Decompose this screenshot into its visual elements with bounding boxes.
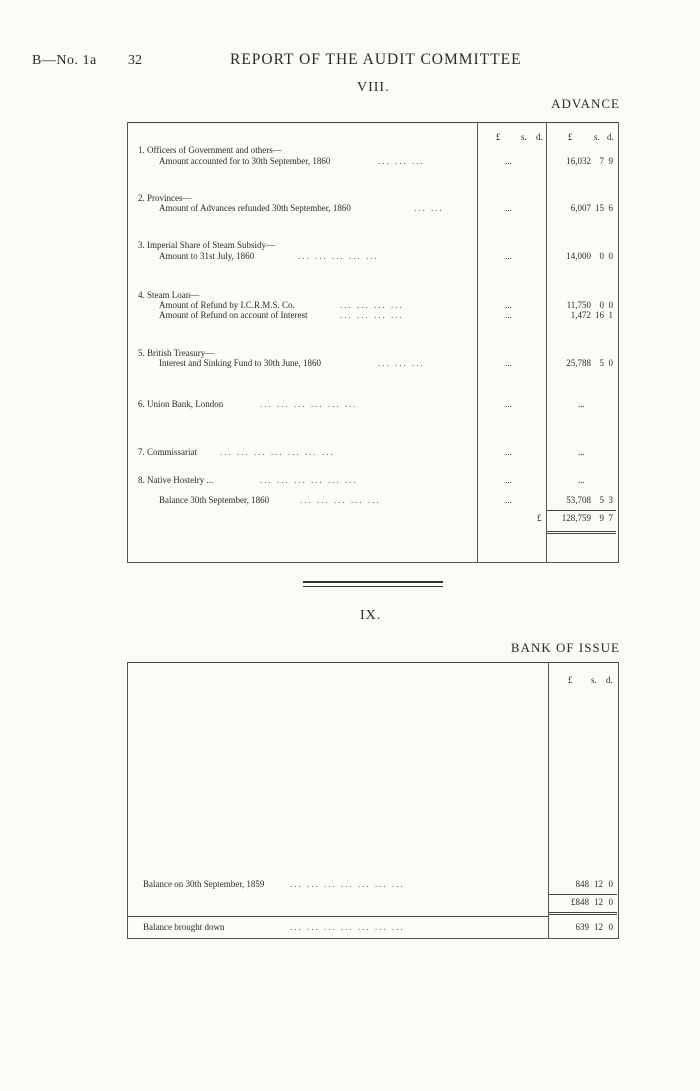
brought-down-text: Balance brought down — [143, 922, 225, 932]
amount-pounds: 1,472 — [570, 310, 591, 320]
item-heading: 5. British Treasury— — [138, 348, 215, 358]
report-title: REPORT OF THE AUDIT COMMITTEE — [230, 51, 522, 68]
amount-pence: 0 — [608, 879, 613, 889]
right-column-dots: ... — [578, 399, 585, 409]
amount-shillings: 12 — [594, 879, 603, 889]
document-reference: B—No. 1a — [32, 53, 97, 68]
item-text: Amount of Refund by I.C.R.M.S. Co. — [159, 300, 295, 310]
col-head-pounds: £ — [568, 132, 573, 142]
leader-dots: ... ... ... ... ... ... ... — [220, 447, 335, 457]
item-heading: 6. Union Bank, London — [138, 399, 224, 409]
row-rule — [127, 916, 549, 917]
item-heading: 8. Native Hostelry ... — [138, 475, 214, 485]
column-divider — [477, 122, 478, 562]
amount-shillings: 5 — [599, 358, 604, 368]
amount-pence: 9 — [608, 156, 613, 166]
amount-pence: 0 — [608, 251, 613, 261]
total-shillings: 12 — [594, 897, 603, 907]
mid-column-dots: ... — [505, 156, 512, 166]
bank-of-issue-table — [127, 662, 619, 939]
total-pence: 7 — [608, 513, 613, 523]
col-head-shillings: s. — [591, 675, 597, 685]
col-head-pence: d. — [606, 675, 613, 685]
leader-dots: ... ... ... ... ... — [298, 251, 379, 261]
page-number: 32 — [128, 53, 142, 68]
leader-dots: ... ... ... ... — [340, 300, 404, 310]
col-head-pounds: £ — [496, 132, 501, 142]
amount-pounds: 11,750 — [566, 300, 591, 310]
mid-column-dots: ... — [505, 475, 512, 485]
mid-column-dots: ... — [505, 358, 512, 368]
amount-pence: 6 — [608, 203, 613, 213]
item-text: Amount accounted for to 30th September, 1860 — [159, 156, 331, 166]
item-heading: 4. Steam Loan— — [138, 290, 200, 300]
item-text: Amount of Advances refunded 30th September, 1860 — [159, 203, 351, 213]
leader-dots: ... ... ... ... — [340, 310, 404, 320]
item-text: Amount to 31st July, 1860 — [159, 251, 255, 261]
section-separator — [303, 581, 443, 587]
amount-shillings: 0 — [599, 251, 604, 261]
amount-shillings: 12 — [594, 922, 603, 932]
leader-dots: ... ... ... ... ... ... — [260, 399, 358, 409]
right-column-dots: ... — [578, 447, 585, 457]
amount-pounds: 14,000 — [566, 251, 591, 261]
amount-shillings: 5 — [599, 495, 604, 505]
amount-pence: 1 — [608, 310, 613, 320]
mid-column-dots: ... — [505, 310, 512, 320]
section-number-viii: VIII. — [357, 80, 390, 95]
col-head-shillings: s. — [521, 132, 527, 142]
col-head-shillings: s. — [594, 132, 600, 142]
mid-column-dots: ... — [505, 251, 512, 261]
item-heading: 7. Commissariat — [138, 447, 197, 457]
section-title-advance: ADVANCE — [551, 96, 620, 111]
section-number-ix: IX. — [360, 608, 382, 623]
leader-dots: ... ... ... ... ... ... ... — [290, 879, 405, 889]
item-heading: 3. Imperial Share of Steam Subsidy— — [138, 240, 275, 250]
total-pounds: 128,759 — [561, 513, 591, 523]
amount-pounds: 639 — [575, 922, 589, 932]
section-title-bank-of-issue: BANK OF ISSUE — [510, 640, 620, 655]
amount-shillings: 15 — [595, 203, 604, 213]
leader-dots: ... ... ... — [378, 358, 425, 368]
mid-column-dots: ... — [505, 399, 512, 409]
col-head-pence: d. — [536, 132, 543, 142]
total-pence: 0 — [608, 897, 613, 907]
leader-dots: ... ... ... — [378, 156, 425, 166]
amount-pence: 0 — [608, 358, 613, 368]
amount-pounds: 6,007 — [570, 203, 591, 213]
amount-shillings: 0 — [599, 300, 604, 310]
item-text: Amount of Refund on account of Interest — [159, 310, 308, 320]
total-shillings: 9 — [599, 513, 604, 523]
amount-pence: 0 — [608, 922, 613, 932]
leader-dots: ... ... ... ... ... ... — [260, 475, 358, 485]
balance-text: Balance 30th September, 1860 — [159, 495, 270, 505]
col-head-pence: d. — [607, 132, 614, 142]
amount-pounds: 53,708 — [566, 495, 591, 505]
leader-dots: ... ... ... ... ... — [300, 495, 381, 505]
mid-column-dots: ... — [505, 495, 512, 505]
total-pound-sign: £ — [537, 513, 542, 523]
balance-text: Balance on 30th September, 1859 — [143, 879, 265, 889]
mid-column-dots: ... — [505, 203, 512, 213]
amount-pounds: 25,788 — [566, 358, 591, 368]
amount-shillings: 16 — [595, 310, 604, 320]
item-heading: 2. Provinces— — [138, 193, 192, 203]
amount-pounds: 16,032 — [566, 156, 591, 166]
amount-shillings: 7 — [599, 156, 604, 166]
right-column-dots: ... — [578, 475, 585, 485]
total-pounds: £848 — [571, 897, 589, 907]
leader-dots: ... ... — [414, 203, 444, 213]
column-divider — [546, 122, 547, 562]
mid-column-dots: ... — [505, 300, 512, 310]
item-heading: 1. Officers of Government and others— — [138, 145, 282, 155]
amount-pounds: 848 — [575, 879, 589, 889]
mid-column-dots: ... — [505, 447, 512, 457]
col-head-pounds: £ — [568, 675, 573, 685]
amount-pence: 0 — [608, 300, 613, 310]
amount-pence: 3 — [608, 495, 613, 505]
item-text: Interest and Sinking Fund to 30th June, 1860 — [159, 358, 321, 368]
leader-dots: ... ... ... ... ... ... ... — [290, 922, 405, 932]
